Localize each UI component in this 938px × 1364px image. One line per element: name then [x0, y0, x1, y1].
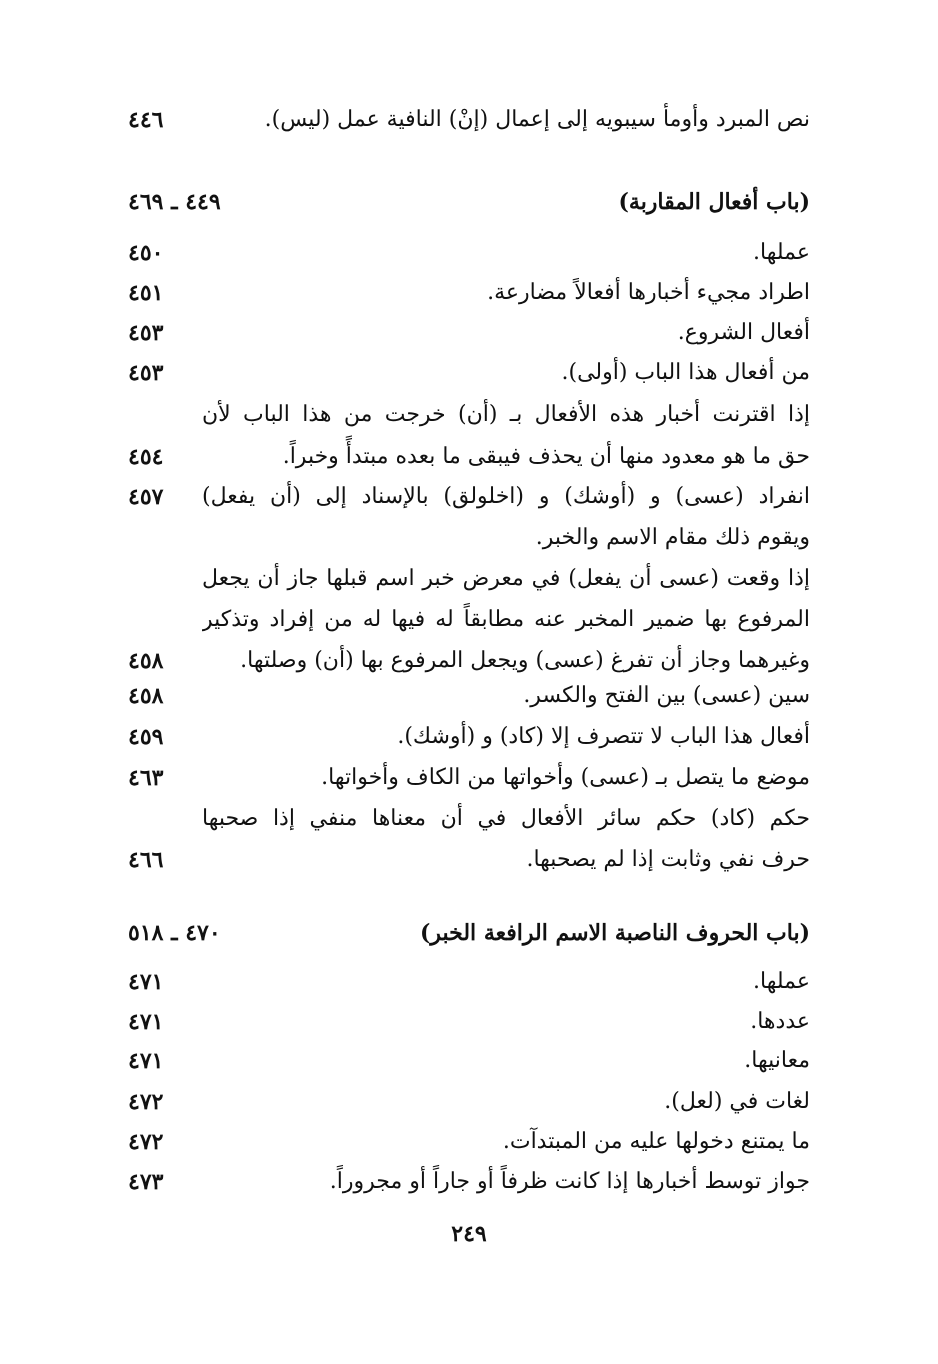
- index-entry: [0, 600, 938, 640]
- section-page-range: ٤٧٠ ـ ٥١٨: [128, 920, 221, 946]
- entry-page-number: ٤٥٤: [128, 444, 164, 470]
- index-entry: [0, 1041, 938, 1081]
- entry-text: وغيرهما وجاز أن تفرغ (عسى) ويجعل المرفوع بها (أن) وصلتها.: [240, 648, 810, 673]
- entry-text: إذا وقعت (عسى أن يفعل) في معرض خبر اسم قبلها جاز أن يجعل: [202, 566, 810, 591]
- entry-text: معانيها.: [744, 1048, 810, 1073]
- entry-page-number: ٤٤٦: [128, 107, 164, 133]
- entry-page-number: ٤٥٨: [128, 683, 164, 709]
- entry-page-number: ٤٧١: [128, 1009, 164, 1035]
- index-entry: [0, 676, 938, 716]
- entry-text: أفعال الشروع.: [677, 320, 810, 345]
- entry-page-number: ٤٥٨: [128, 648, 164, 674]
- section-title: (باب أفعال المقاربة): [618, 189, 810, 215]
- index-entry: [0, 273, 938, 313]
- index-entry: [0, 962, 938, 1002]
- index-entry: [0, 313, 938, 353]
- entry-text: عملها.: [753, 240, 810, 265]
- entry-text: حرف نفي وثابت إذا لم يصحبها.: [526, 847, 810, 872]
- index-entry: [0, 758, 938, 798]
- index-entry: [0, 518, 938, 558]
- section-heading: [0, 913, 938, 953]
- index-entry: [0, 1002, 938, 1042]
- section-title: (باب الحروف الناصبة الاسم الرافعة الخبر): [419, 920, 810, 946]
- entry-text: ويقوم ذلك مقام الاسم والخبر.: [535, 525, 810, 550]
- index-entry: [0, 799, 938, 839]
- index-entry: [0, 353, 938, 393]
- index-entry: [0, 1082, 938, 1122]
- entry-text: عملها.: [753, 969, 810, 994]
- page-number: ٢٤٩: [451, 1221, 487, 1247]
- entry-page-number: ٤٥٣: [128, 320, 164, 346]
- entry-text: جواز توسط أخبارها إذا كانت ظرفاً أو جاراً أو مجروراً.: [329, 1169, 810, 1194]
- entry-page-number: ٤٥٩: [128, 724, 164, 750]
- entry-page-number: ٤٥٧: [128, 484, 164, 510]
- entry-page-number: ٤٥٣: [128, 360, 164, 386]
- entry-text: موضع ما يتصل بـ (عسى) وأخواتها من الكاف وأخواتها.: [321, 765, 810, 790]
- entry-text: عددها.: [750, 1009, 810, 1034]
- entry-page-number: ٤٧٢: [128, 1089, 164, 1115]
- entry-text: أفعال هذا الباب لا تتصرف إلا (كاد) و (أوشك).: [397, 724, 810, 749]
- entry-page-number: ٤٧٣: [128, 1169, 164, 1195]
- entry-text: نص المبرد وأومأ سيبويه إلى إعمال (إنْ) النافية عمل (ليس).: [264, 107, 810, 132]
- entry-page-number: ٤٧٢: [128, 1129, 164, 1155]
- entry-text: حكم (كاد) حكم سائر الأفعال في أن معناها منفي إذا صحبها: [202, 806, 810, 831]
- index-entry: [0, 1162, 938, 1202]
- entry-text: حق ما هو معدود منها أن يحذف فيبقى ما بعده مبتدأً وخبراً.: [282, 444, 810, 469]
- entry-page-number: ٤٥١: [128, 280, 164, 306]
- entry-text: ما يمتنع دخولها عليه من المبتدآت.: [502, 1129, 810, 1154]
- entry-text: لغات في (لعل).: [664, 1089, 810, 1114]
- entry-page-number: ٤٧١: [128, 969, 164, 995]
- entry-text: انفراد (عسى) و (أوشك) و (اخلولق) بالإسناد إلى (أن يفعل): [202, 484, 810, 509]
- section-heading: [0, 182, 938, 222]
- entry-page-number: ٤٥٠: [128, 240, 164, 266]
- index-entry: [0, 233, 938, 273]
- entry-text: إذا اقترنت أخبار هذه الأفعال بـ (أن) خرجت من هذا الباب لأن: [202, 402, 810, 427]
- index-entry: [0, 641, 938, 681]
- entry-text: من أفعال هذا الباب (أولى).: [561, 360, 810, 385]
- index-entry: [0, 477, 938, 517]
- entry-text: المرفوع بها ضمير المخبر عنه مطابقاً له فيها له من إفراد وتذكير: [202, 607, 810, 632]
- entry-page-number: ٤٦٦: [128, 847, 164, 873]
- index-entry: [0, 1122, 938, 1162]
- entry-page-number: ٤٧١: [128, 1048, 164, 1074]
- entry-text: اطراد مجيء أخبارها أفعالاً مضارعة.: [487, 280, 810, 305]
- index-entry: [0, 100, 938, 140]
- index-entry: [0, 559, 938, 599]
- entry-page-number: ٤٦٣: [128, 765, 164, 791]
- index-entry: [0, 395, 938, 435]
- index-entry: [0, 717, 938, 757]
- index-entry: [0, 437, 938, 477]
- index-entry: [0, 840, 938, 880]
- entry-text: سين (عسى) بين الفتح والكسر.: [523, 683, 810, 708]
- section-page-range: ٤٤٩ ـ ٤٦٩: [128, 189, 221, 215]
